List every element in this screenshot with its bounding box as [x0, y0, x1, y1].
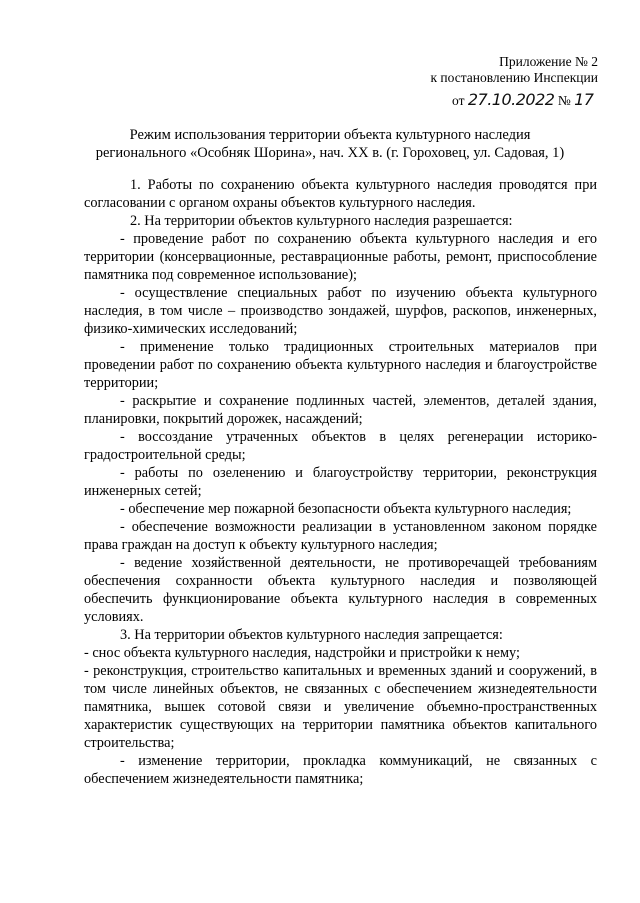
appendix-line-2: к постановлению Инспекции — [430, 70, 598, 85]
paragraph: 1. Работы по сохранению объекта культурного наследия проводятся при согласовании с органом охраны объектов культурного наследия. — [84, 177, 597, 211]
paragraph: - работы по озеленению и благоустройству территории, реконструкция инженерных сетей; — [84, 465, 597, 499]
paragraph: - обеспечение мер пожарной безопасности объекта культурного наследия; — [120, 501, 572, 517]
handwritten-date: 27.10.2022 — [467, 90, 555, 109]
handwritten-number: 17 — [574, 90, 594, 109]
appendix-line-1: Приложение № 2 — [499, 54, 598, 69]
number-label: № — [557, 93, 571, 108]
appendix-header — [430, 54, 598, 86]
paragraph: - реконструкция, строительство капитальных и временных зданий и сооружений, в том числе линейных объектов, не связанных с обеспечением жизнедеятельности памятника, вышек сотовой связи и увеличение объемно-пространственных характеристик существующих на территории памятника объектов капитального строительства; — [84, 663, 597, 751]
paragraph: - раскрытие и сохранение подлинных частей, элементов, деталей здания, планировки, покрытий дорожек, насаждений; — [84, 393, 597, 427]
paragraph: - осуществление специальных работ по изучению объекта культурного наследия, в том числе – производство зондажей, шурфов, раскопов, инженерных, физико-химических исследований; — [84, 285, 597, 337]
title-line-2: регионального «Особняк Шорина», нач. XX в. (г. Гороховец, ул. Садовая, 1) — [95, 145, 565, 161]
paragraph: - обеспечение возможности реализации в установленном законом порядке права граждан на доступ к объекту культурного наследия; — [84, 519, 597, 553]
paragraph: 2. На территории объектов культурного наследия разрешается: — [130, 213, 513, 229]
document-body — [84, 176, 597, 788]
paragraph: 3. На территории объектов культурного наследия запрещается: — [120, 627, 503, 643]
paragraph: - воссоздание утраченных объектов в целях регенерации историко-градостроительной среды; — [84, 429, 597, 463]
paragraph: - применение только традиционных строительных материалов при проведении работ по сохранению объекта культурного наследия и благоустройстве территории; — [84, 339, 597, 391]
document-title — [60, 126, 600, 162]
paragraph: - изменение территории, прокладка коммуникаций, не связанных с обеспечением жизнедеятельности памятника; — [84, 753, 597, 787]
paragraph: - снос объекта культурного наследия, надстройки и пристройки к нему; — [84, 645, 520, 661]
date-number-line — [452, 90, 593, 109]
paragraph: - проведение работ по сохранению объекта культурного наследия и его территории (консервационные, реставрационные работы, ремонт, приспособление памятника под современное использование); — [84, 231, 597, 283]
title-line-1: Режим использования территории объекта культурного наследия — [129, 127, 531, 143]
from-label: от — [452, 93, 465, 108]
paragraph: - ведение хозяйственной деятельности, не противоречащей требованиям обеспечения сохранности объекта культурного наследия и позволяющей обеспечить функционирование объекта культурного наследия в современных условиях. — [84, 555, 597, 625]
